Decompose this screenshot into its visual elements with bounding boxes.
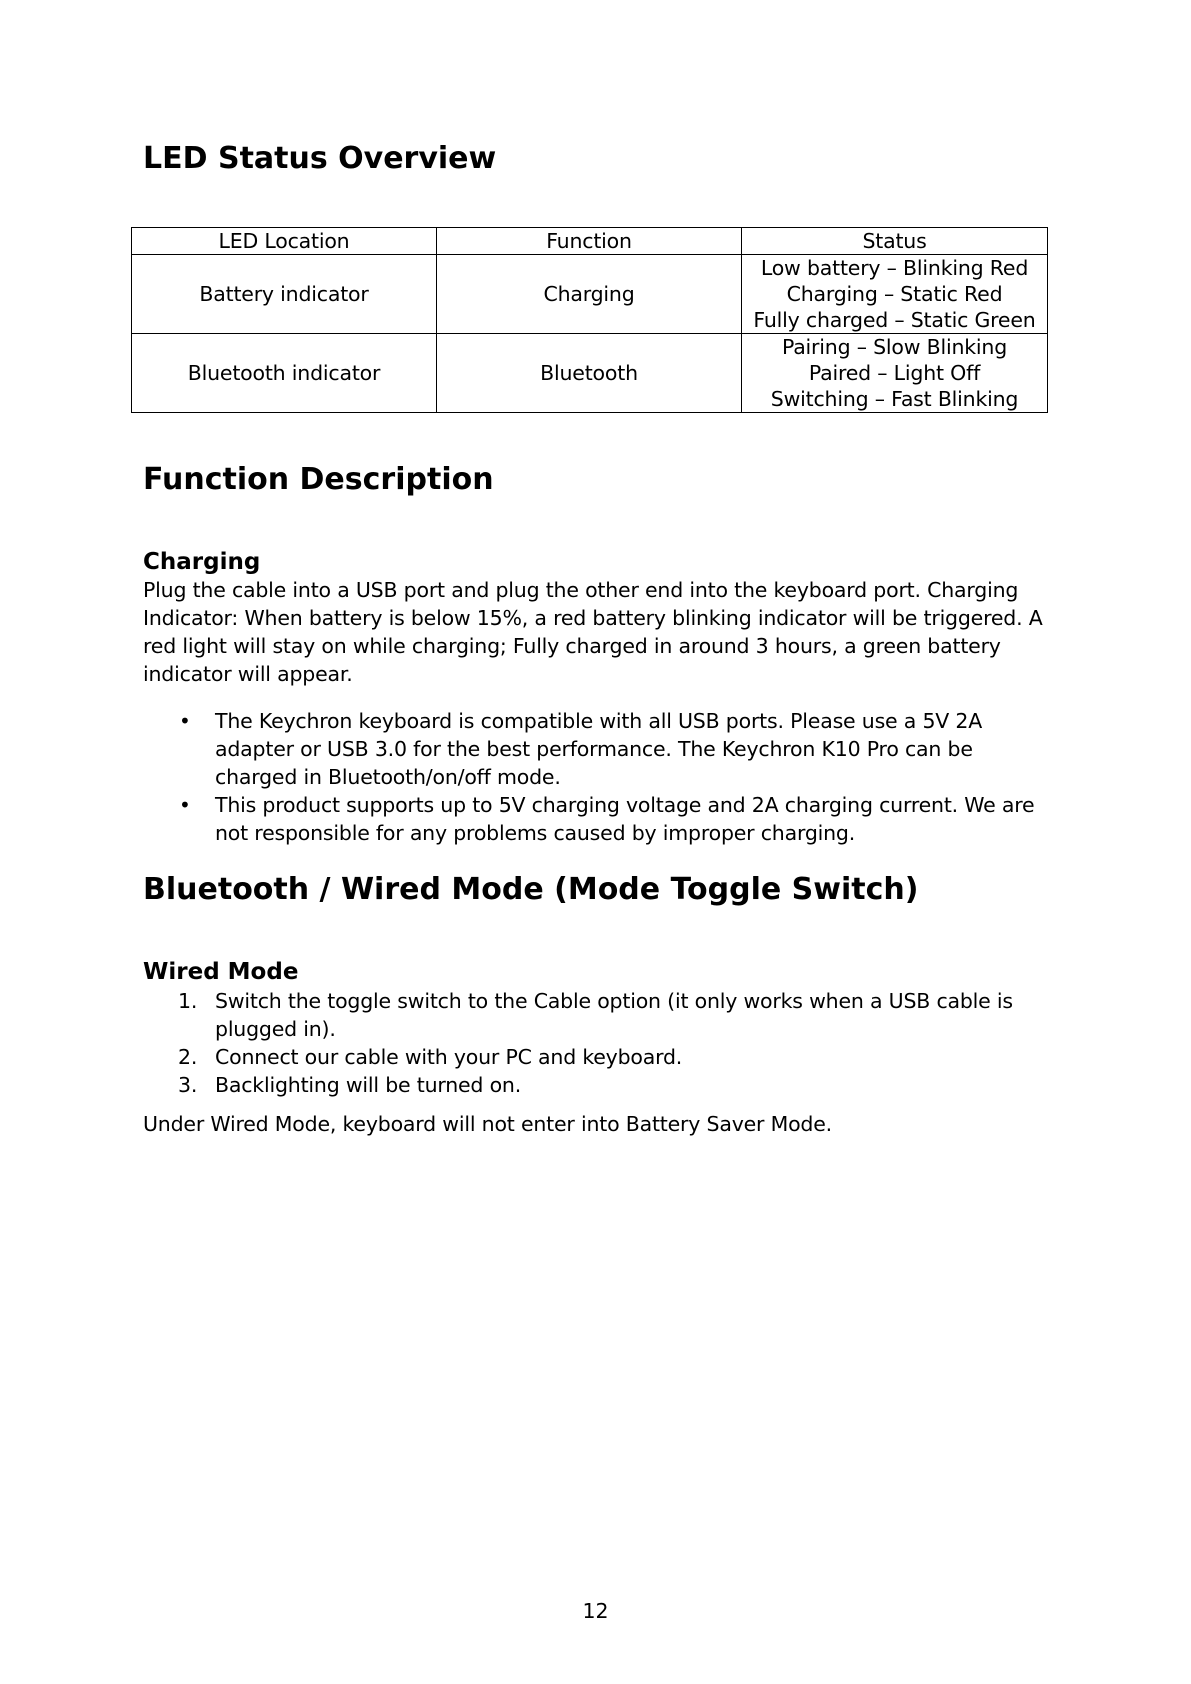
bullet-marker: •	[179, 793, 191, 817]
list-item	[143, 987, 1048, 1043]
status-line: Switching – Fast Blinking	[770, 387, 1019, 411]
header-status: Status	[742, 228, 1048, 255]
cell-battery-location: Battery indicator	[132, 255, 437, 334]
cell-battery-status	[742, 255, 1048, 334]
cell-bluetooth-function: Bluetooth	[437, 334, 742, 413]
cell-battery-function: Charging	[437, 255, 742, 334]
status-line: Fully charged – Static Green	[753, 308, 1036, 332]
header-function: Function	[437, 228, 742, 255]
status-line: Low battery – Blinking Red	[760, 256, 1029, 280]
wired-mode-steps	[143, 987, 1048, 1099]
charging-bullet-list	[143, 707, 1048, 847]
cell-bluetooth-status	[742, 334, 1048, 413]
step-number: 3.	[178, 1073, 198, 1097]
header-led-location: LED Location	[132, 228, 437, 255]
list-item	[143, 707, 1048, 791]
charging-heading: Charging	[143, 549, 261, 575]
bullet-text: The Keychron keyboard is compatible with all USB ports. Please use a 5V 2A adapter or USB 3.0 for the best performance. The Keychron K10 Pro can be charged in Bluetooth/on/off mode.	[215, 709, 983, 789]
list-item	[143, 791, 1048, 847]
cell-bluetooth-location: Bluetooth indicator	[132, 334, 437, 413]
status-line: Paired – Light Off	[808, 361, 981, 385]
led-status-overview-title: LED Status Overview	[143, 141, 497, 176]
bullet-marker: •	[179, 709, 191, 733]
page-number: 12	[582, 1599, 609, 1623]
function-description-title: Function Description	[143, 462, 494, 497]
list-item	[143, 1043, 1048, 1071]
bullet-text: This product supports up to 5V charging voltage and 2A charging current. We are not responsible for any problems caused by improper charging.	[215, 793, 1035, 845]
step-text: Switch the toggle switch to the Cable option (it only works when a USB cable is plugged in).	[215, 989, 1013, 1041]
step-number: 1.	[178, 989, 198, 1013]
led-status-table	[131, 227, 1048, 413]
status-line: Pairing – Slow Blinking	[781, 335, 1008, 359]
table-row-battery	[132, 255, 1048, 334]
step-number: 2.	[178, 1045, 198, 1069]
list-item	[143, 1071, 1048, 1099]
wired-mode-note: Under Wired Mode, keyboard will not enter into Battery Saver Mode.	[143, 1112, 832, 1136]
status-line: Charging – Static Red	[786, 282, 1003, 306]
table-header-row	[132, 228, 1048, 255]
mode-switch-title: Bluetooth / Wired Mode (Mode Toggle Switch)	[143, 872, 919, 907]
step-text: Connect our cable with your PC and keyboard.	[215, 1045, 683, 1069]
step-text: Backlighting will be turned on.	[215, 1073, 522, 1097]
charging-paragraph: Plug the cable into a USB port and plug the other end into the keyboard port. Charging Indicator: When battery is below 15%, a red battery blinking indicator will be triggered. A red light will stay on while charging; Fully charged in around 3 hours, a green battery indicator will appear.	[143, 578, 1043, 686]
table-row-bluetooth	[132, 334, 1048, 413]
wired-mode-heading: Wired Mode	[143, 959, 299, 985]
